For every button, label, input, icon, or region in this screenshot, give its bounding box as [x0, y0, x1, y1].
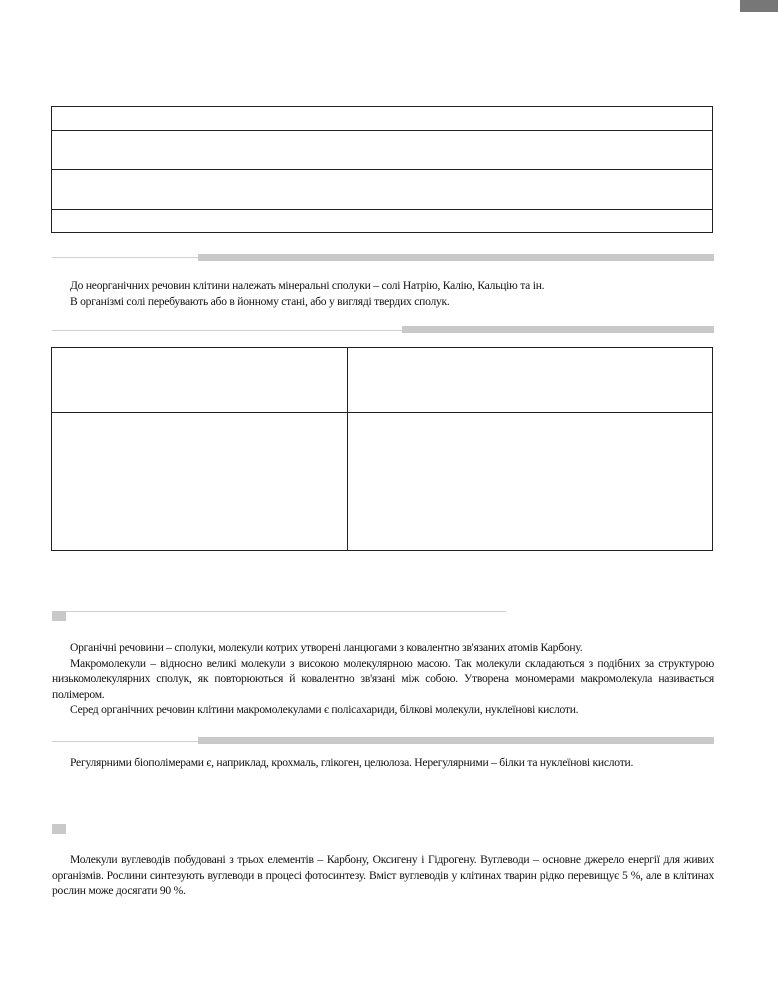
organic-paragraph-2: Макромолекули – відносно великі молекули з високою молекулярною масою. Так молекули складаються з подібних за структурою низькомолекулярних сполук, як повторюються й ковалентно зв'язані між собою. Утворена мономерами макромолекула називається полімером. [52, 656, 714, 701]
section-rule [52, 741, 198, 742]
page-corner-tab [740, 0, 778, 12]
organic-text [52, 640, 714, 718]
section-rule [52, 330, 402, 331]
carbohydrates-text [52, 852, 714, 899]
organic-paragraph-1: Органічні речовини – сполуки, молекули котрих утворені ланцюгами з ковалентно зв'язаних атомів Карбону. [70, 641, 583, 654]
section-marker [52, 824, 66, 834]
section-rule [52, 257, 198, 258]
biopolymers-text [52, 755, 714, 771]
inorganic-text [52, 278, 714, 309]
top-table-row-divider [52, 209, 712, 210]
top-table-row-divider [52, 169, 712, 170]
inorganic-line-2: В організмі солі перебувають або в йонному стані, або у вигляді твердих сполук. [70, 294, 450, 308]
biopolymers-paragraph: Регулярними біополімерами є, наприклад, крохмаль, глікоген, целюлоза. Нерегулярними – білки та нуклеїнові кислоти. [70, 756, 634, 769]
table-row-divider [52, 412, 712, 413]
section-rule [66, 611, 506, 612]
top-table [51, 106, 713, 233]
carbohydrates-paragraph: Молекули вуглеводів побудовані з трьох елементів – Карбону, Оксигену і Гідрогену. Вуглеводи – основне джерело енергії для живих організмів. Рослини синтезують вуглеводи в процесі фотосинтезу. Вміст вуглеводів у клітинах тварин рідко перевищує 5 %, але в клітинах рослин може досягати 90 %. [52, 853, 714, 897]
section-heading-bar [198, 254, 714, 261]
two-column-table [51, 347, 713, 551]
top-table-row-divider [52, 130, 712, 131]
inorganic-line-1: До неорганічних речовин клітини належать мінеральні сполуки – солі Натрію, Калію, Кальцію та ін. [70, 279, 545, 292]
organic-paragraph-3: Серед органічних речовин клітини макромолекулами є полісахариди, білкові молекули, нуклеїнові кислоти. [70, 703, 579, 716]
table-column-divider [347, 348, 348, 550]
section-marker [52, 611, 66, 621]
section-heading-bar [402, 326, 714, 333]
section-heading-bar [198, 737, 714, 744]
